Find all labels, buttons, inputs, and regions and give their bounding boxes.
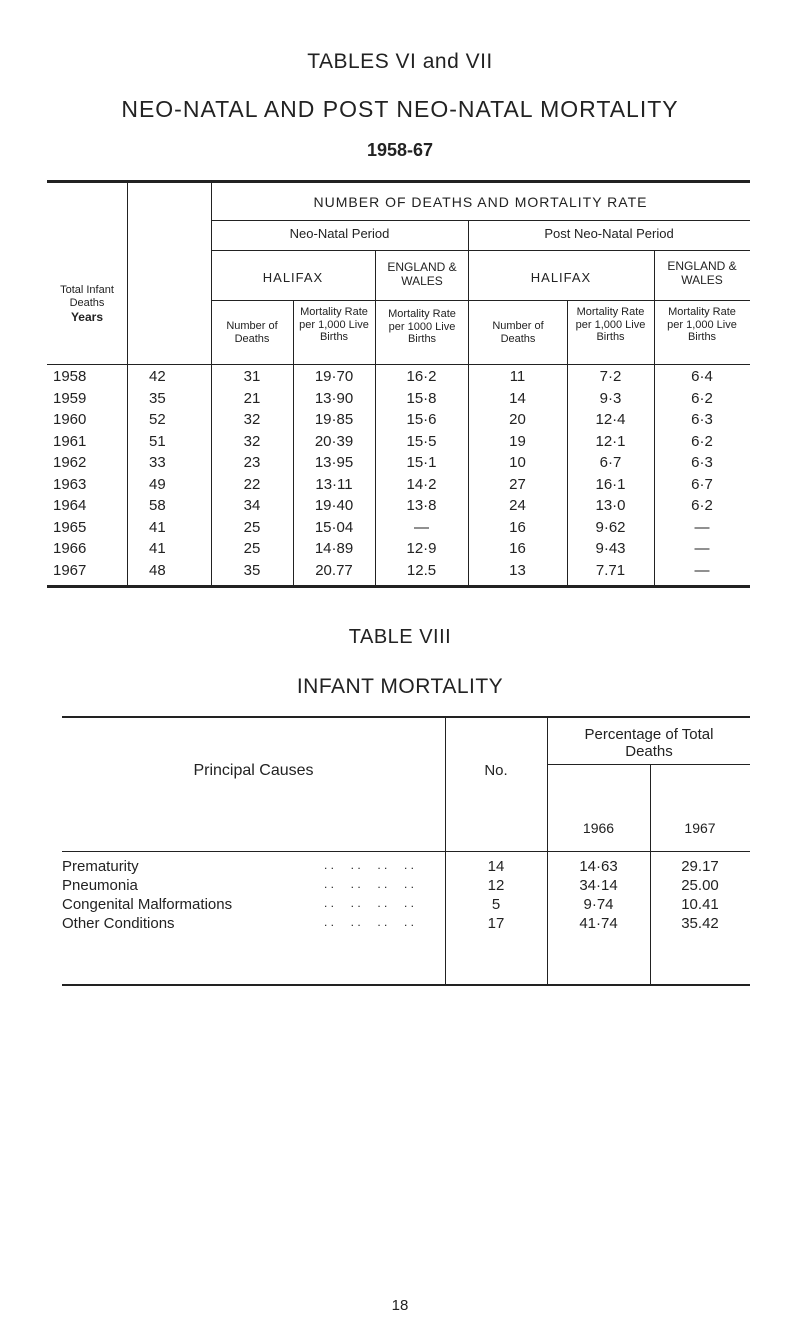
- cell-neo-ew: 14·2: [406, 475, 437, 493]
- dot-leader: . . . . . . . .: [324, 896, 415, 910]
- cell-post-ew: 6·3: [691, 411, 713, 428]
- principal-causes-header: Principal Causes: [193, 762, 314, 779]
- cell-post-rate: 7·2: [599, 368, 622, 385]
- cell-cause: Pneumonia: [62, 877, 138, 894]
- post-neo-natal-period: Post Neo-Natal Period: [544, 226, 674, 241]
- cell-y1966: 34·14: [579, 877, 618, 894]
- cell-neo-rate: 15·04: [314, 518, 354, 536]
- cell-neo-rate: 20·39: [314, 432, 354, 450]
- cell-neo-ew: 12·9: [406, 540, 437, 557]
- table-row: [47, 390, 750, 407]
- cell-neo-rate: 14·89: [314, 540, 354, 557]
- post-ew-rate-header: Mortality Rate per 1,000 Live Births: [667, 306, 737, 344]
- cell-neo-num: 34: [243, 497, 261, 514]
- cell-neo-num: 21: [243, 389, 261, 407]
- cell-year: 1967: [53, 561, 87, 579]
- cell-year: 1959: [53, 389, 87, 407]
- cell-post-rate: 13·0: [595, 497, 626, 514]
- cell-neo-ew: 15·1: [406, 454, 437, 471]
- table-row: [47, 540, 750, 557]
- rule: [547, 764, 750, 765]
- cell-no: 12: [487, 877, 505, 894]
- cell-neo-num: 25: [243, 540, 261, 557]
- table-row: [47, 433, 750, 450]
- cell-post-ew: 6·2: [691, 432, 713, 450]
- rule: [211, 220, 750, 221]
- cell-cause: Other Conditions: [62, 915, 175, 932]
- cell-neo-num: 25: [243, 518, 261, 536]
- cell-post-rate: 9·3: [599, 389, 622, 407]
- mortality-table: [47, 180, 750, 588]
- cell-y1966: 14·63: [579, 858, 618, 875]
- percentage-header: Percentage of Total Deaths: [584, 726, 714, 761]
- page-number: 18: [391, 1297, 409, 1314]
- table-row: [47, 411, 750, 428]
- neo-ew-rate-header: Mortality Rate per 1000 Live Births: [388, 308, 456, 346]
- cell-neo-num: 22: [243, 475, 261, 493]
- cell-post-num: 13: [509, 561, 526, 579]
- cell-post-ew: 6·3: [691, 454, 713, 471]
- cell-cause: Prematurity: [62, 858, 139, 875]
- table-row: [47, 454, 750, 471]
- cell-neo-rate: 19·40: [314, 497, 354, 514]
- cell-total: 35: [149, 389, 166, 407]
- neo-rate-header: Mortality Rate per 1,000 Live Births: [299, 306, 369, 344]
- cell-post-num: 24: [509, 497, 526, 514]
- cell-post-num: 16: [509, 540, 526, 557]
- cell-neo-ew: 13·8: [406, 497, 437, 514]
- cell-post-ew: 6·4: [691, 368, 713, 385]
- cell-total: 41: [149, 540, 166, 557]
- cell-total: 51: [149, 432, 166, 450]
- cell-total: 58: [149, 497, 166, 514]
- cell-post-num: 14: [509, 389, 526, 407]
- cell-post-rate: 9·62: [595, 518, 626, 536]
- cell-year: 1961: [53, 432, 87, 450]
- cell-neo-num: 31: [243, 368, 261, 385]
- infant-mortality-title: INFANT MORTALITY: [296, 675, 504, 698]
- cell-post-num: 11: [509, 368, 526, 385]
- table-row: [47, 519, 750, 536]
- cell-neo-rate: 13·95: [314, 454, 354, 471]
- main-title: NEO-NATAL AND POST NEO-NATAL MORTALITY: [121, 96, 679, 122]
- col-1967-header: 1967: [684, 820, 716, 836]
- cell-total: 49: [149, 475, 166, 493]
- cell-year: 1966: [53, 540, 87, 557]
- cell-post-rate: 16·1: [595, 475, 626, 493]
- cell-neo-num: 32: [243, 432, 261, 450]
- cell-post-ew: —: [694, 540, 710, 557]
- cell-year: 1960: [53, 411, 87, 428]
- bottom-rule: [62, 984, 750, 986]
- dot-leader: . . . . . . . .: [324, 877, 415, 891]
- table-row: [47, 368, 750, 385]
- years-header: Years: [70, 310, 104, 324]
- rule: [47, 364, 750, 365]
- cell-y1967: 35.42: [681, 915, 719, 932]
- post-rate-header: Mortality Rate per 1,000 Live Births: [575, 306, 646, 344]
- table-row: [47, 476, 750, 493]
- cell-total: 52: [149, 411, 166, 428]
- infant-mortality-table: [62, 716, 750, 986]
- cell-neo-ew: 15·5: [406, 432, 437, 450]
- table-row: [47, 497, 750, 514]
- post-number-header: Number of Deaths: [492, 320, 544, 345]
- cell-neo-rate: 19·85: [314, 411, 354, 428]
- top-rule: [62, 716, 750, 718]
- cell-neo-rate: 13·90: [314, 389, 354, 407]
- neo-number-header: Number of Deaths: [226, 320, 278, 345]
- cell-post-num: 27: [509, 475, 526, 493]
- cell-year: 1965: [53, 518, 87, 536]
- cell-post-ew: 6·7: [691, 475, 713, 493]
- cell-total: 33: [149, 454, 166, 471]
- rule: [211, 250, 750, 251]
- rule: [62, 851, 750, 852]
- cell-neo-rate: 19·70: [314, 368, 354, 385]
- cell-year: 1958: [53, 368, 87, 385]
- halifax-neo: HALIFAX: [262, 270, 324, 285]
- cell-no: 5: [491, 896, 501, 913]
- total-deaths-header: Total Infant Deaths: [60, 284, 114, 309]
- cell-neo-ew: 16·2: [406, 368, 437, 385]
- cell-neo-num: 32: [243, 411, 261, 428]
- cell-post-rate: 9·43: [595, 540, 626, 557]
- rule: [211, 300, 750, 301]
- table-row: [62, 858, 750, 877]
- top-rule: [47, 180, 750, 183]
- bottom-rule: [47, 585, 750, 588]
- cell-post-ew: —: [694, 518, 710, 536]
- cell-y1967: 29.17: [681, 858, 719, 875]
- cell-neo-num: 23: [243, 454, 261, 471]
- england-wales-post: ENGLAND & WALES: [667, 259, 737, 287]
- top-header: NUMBER OF DEATHS AND MORTALITY RATE: [313, 194, 648, 210]
- cell-total: 41: [149, 518, 166, 536]
- cell-post-num: 16: [509, 518, 526, 536]
- dot-leader: . . . . . . . .: [324, 915, 415, 929]
- halifax-post: HALIFAX: [530, 270, 592, 285]
- cell-neo-ew: 12.5: [406, 561, 437, 579]
- cell-total: 48: [149, 561, 166, 579]
- cell-year: 1963: [53, 475, 87, 493]
- cell-post-ew: —: [694, 561, 710, 579]
- cell-neo-ew: 15·8: [406, 389, 437, 407]
- cell-post-rate: 12·4: [595, 411, 626, 428]
- col-1966-header: 1966: [582, 820, 615, 836]
- table-row: [62, 915, 750, 934]
- cell-cause: Congenital Malformations: [62, 896, 233, 913]
- tables-title: TABLES VI and VII: [307, 50, 493, 73]
- cell-total: 42: [149, 368, 166, 385]
- england-wales-neo: ENGLAND & WALES: [387, 260, 457, 288]
- years-range: 1958-67: [366, 140, 434, 160]
- cell-post-num: 19: [509, 432, 526, 450]
- table-viii-title: TABLE VIII: [348, 626, 452, 648]
- cell-year: 1964: [53, 497, 87, 514]
- cell-post-ew: 6·2: [691, 389, 713, 407]
- cell-y1966: 41·74: [579, 915, 618, 932]
- cell-y1967: 25.00: [681, 877, 719, 894]
- cell-year: 1962: [53, 454, 87, 471]
- cell-post-num: 20: [509, 411, 526, 428]
- table-row: [47, 562, 750, 579]
- no-header: No.: [484, 762, 508, 779]
- dot-leader: . . . . . . . .: [324, 858, 415, 872]
- cell-post-rate: 7.71: [595, 561, 626, 579]
- cell-neo-ew: 15·6: [406, 411, 437, 428]
- cell-y1966: 9·74: [583, 896, 614, 913]
- cell-post-ew: 6·2: [691, 497, 713, 514]
- table-row: [62, 896, 750, 915]
- cell-post-rate: 12·1: [595, 432, 626, 450]
- cell-neo-ew: —: [414, 518, 429, 536]
- cell-neo-rate: 13·11: [315, 475, 353, 493]
- cell-post-num: 10: [509, 454, 526, 471]
- cell-no: 17: [487, 915, 505, 932]
- cell-no: 14: [487, 858, 505, 875]
- cell-neo-rate: 20.77: [315, 561, 353, 579]
- table-row: [62, 877, 750, 896]
- neo-natal-period: Neo-Natal Period: [289, 226, 390, 241]
- cell-y1967: 10.41: [681, 896, 719, 913]
- cell-neo-num: 35: [243, 561, 261, 579]
- cell-post-rate: 6·7: [599, 454, 622, 471]
